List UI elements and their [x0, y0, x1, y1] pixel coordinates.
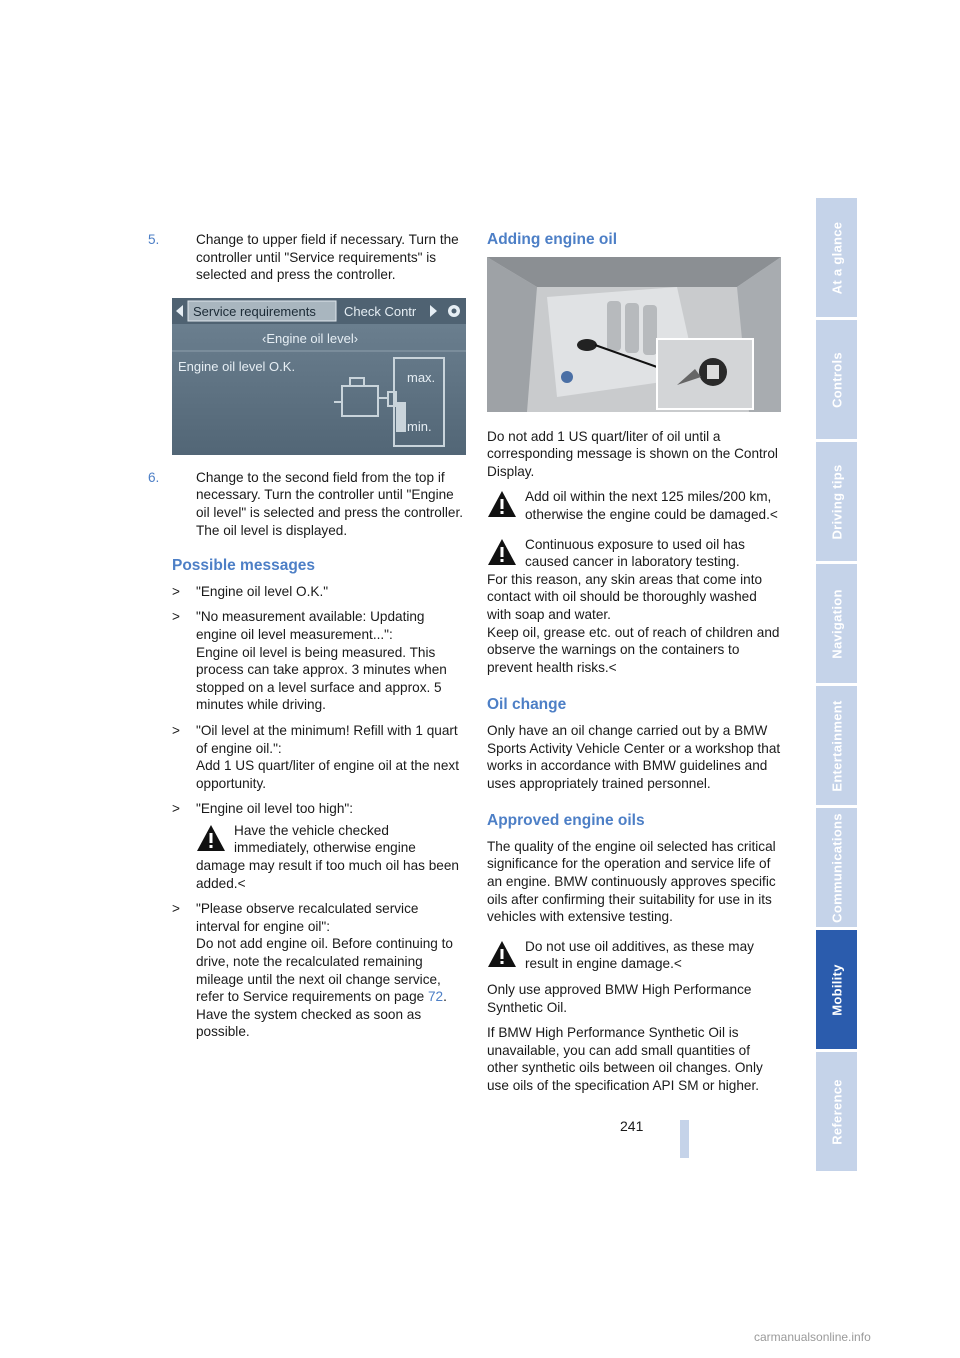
control-display-screenshot — [172, 298, 466, 455]
heading-possible-messages: Possible messages — [172, 557, 316, 575]
paragraph: Only use approved BMW High Performance Synthetic Oil. — [487, 982, 752, 1015]
tab-at-a-glance[interactable]: At a glance — [816, 198, 857, 317]
message-item: > "No measurement available: Updating engine oil level measurement...": Engine oil level is being measured. This process can take approx. 3 minutes when stopped on a level surface and approx. 5 minutes while driving. — [172, 609, 447, 713]
tab-driving-tips[interactable]: Driving tips — [816, 442, 857, 561]
settings-icon — [448, 305, 460, 317]
warning-icon — [487, 940, 517, 968]
tab-communications[interactable]: Communications — [816, 808, 857, 927]
footer-watermark: carmanualsonline.info — [754, 1330, 871, 1344]
message-item: > "Engine oil level too high": Have the vehicle checked immediately, otherwise engine damage may result if too much oil has been added.< — [172, 800, 466, 892]
warning-icon — [487, 490, 517, 518]
warning-note: Continuous exposure to used oil has caused cancer in laboratory testing. For this reason, any skin areas that come into contact with oil should be thoroughly washed with soap and water. Keep oil, grease etc. out of reach of children and observe the warnings on the containers to prevent health risks.< — [487, 536, 780, 675]
heading-adding-engine-oil: Adding engine oil — [487, 231, 618, 248]
step-5: 5. Change to upper field if necessary. Turn the controller until "Service requirements" is selected and press the controller. — [148, 232, 459, 283]
heading-approved-engine-oils: Approved engine oils — [487, 812, 645, 830]
paragraph: The quality of the engine oil selected has critical significance for the operation and service life of an engine. BMW continuously approves specific oils after confirming their suitability for use in its vehicles with extensive testing. — [487, 838, 776, 925]
message-item: > "Please observe recalculated service interval for engine oil": Do not add engine oil. Before continuing to drive, note the recalculated remaining mileage until the next oil change service, refer to Service requirements on page 72. Have the system checked as soon as possible. — [172, 901, 453, 1040]
heading-oil-change: Oil change — [487, 696, 567, 714]
tab-navigation[interactable]: Navigation — [816, 564, 857, 683]
warning-note: Add oil within the next 125 miles/200 km, otherwise the engine could be damaged.< — [487, 488, 783, 523]
message-item: > "Oil level at the minimum! Refill with 1 quart of engine oil.": Add 1 US quart/liter of engine oil at the next opportunity. — [172, 722, 459, 791]
screen-max: max. — [407, 369, 436, 385]
tab-controls[interactable]: Controls — [816, 320, 857, 439]
tab-mobility[interactable]: Mobility — [816, 930, 857, 1049]
warning-note: Do not use oil additives, as these may result in engine damage.< — [487, 938, 783, 973]
warning-icon — [487, 538, 517, 566]
step-6: 6. Change to the second field from the top if necessary. Turn the controller until "Engine oil level" is selected and press the controller. The oil level is displayed. — [148, 469, 464, 538]
screen-tab-service: Service requirements — [193, 303, 316, 319]
tab-entertainment[interactable]: Entertainment — [816, 686, 857, 805]
engine-bay-photo — [487, 257, 781, 412]
tab-reference[interactable]: Reference — [816, 1052, 857, 1171]
oil-level-bar — [396, 402, 406, 432]
paragraph: If BMW High Performance Synthetic Oil is unavailable, you can add small quantities of other synthetic oils between oil changes. Only use oils of the specification API SM or higher. — [487, 1025, 763, 1093]
section-tabs — [816, 198, 857, 1174]
page-marker — [680, 1120, 689, 1158]
screen-status: Engine oil level O.K. — [178, 358, 296, 374]
left-column — [148, 231, 466, 1049]
page-number: 241 — [620, 1118, 644, 1134]
paragraph: Only have an oil change carried out by a BMW Sports Activity Vehicle Center or a workshop that works in accordance with BMW guidelines and uses appropriately trained personnel. — [487, 722, 781, 791]
right-column — [487, 231, 783, 1103]
warning-note: Have the vehicle checked immediately, otherwise engine damage may result if too much oil has been added.< — [196, 822, 459, 891]
screen-subtitle: ‹Engine oil level› — [262, 330, 359, 346]
page-link[interactable]: 72 — [427, 989, 444, 1005]
screen-min: min. — [407, 418, 432, 434]
paragraph: Do not add 1 US quart/liter of oil until a corresponding message is shown on the Control Display. — [487, 428, 778, 479]
screen-tab-check: Check Contr — [344, 303, 417, 319]
message-item: > "Engine oil level O.K." — [172, 583, 329, 599]
warning-icon — [196, 824, 226, 852]
